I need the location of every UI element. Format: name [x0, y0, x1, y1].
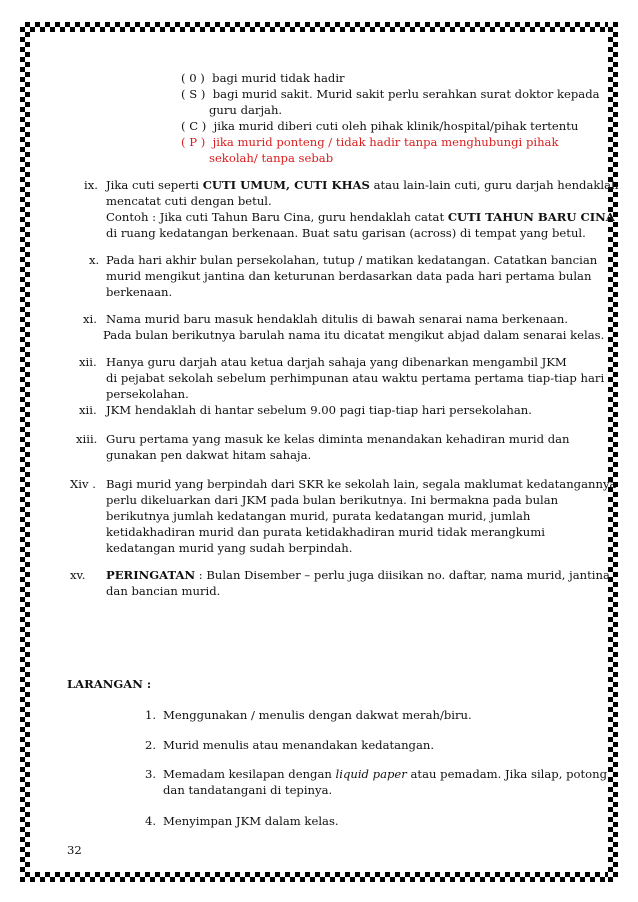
- larangan-item: Menggunakan / menulis dengan dakwat merah/biru.: [163, 708, 472, 722]
- item-number: xii.: [79, 403, 97, 417]
- item-text: PERINGATAN : Bulan Disember – perlu juga diisikan no. daftar, nama murid, jantina: [106, 568, 610, 582]
- checkered-border-bottom: [20, 872, 618, 882]
- item-text: murid mengikut jantina dan keturunan berdasarkan data pada hari pertama bulan: [106, 269, 592, 283]
- item-text: gunakan pen dakwat hitam sahaja.: [106, 448, 312, 462]
- code-p-cont: sekolah/ tanpa sebab: [209, 151, 334, 165]
- code-c: ( C ) jika murid diberi cuti oleh pihak klinik/hospital/pihak tertentu: [181, 119, 579, 133]
- item-text: ketidakhadiran murid dan purata ketidakhadiran murid tidak merangkumi: [106, 525, 545, 539]
- larangan-number: 3.: [145, 767, 157, 781]
- item-number: xiii.: [76, 432, 98, 446]
- item-text: di pejabat sekolah sebelum perhimpunan atau waktu pertama pertama tiap-tiap hari: [106, 371, 605, 385]
- item-text: mencatat cuti dengan betul.: [106, 194, 272, 208]
- item-text: Bagi murid yang berpindah dari SKR ke sekolah lain, segala maklumat kedatangannya: [106, 477, 617, 491]
- item-text: Pada hari akhir bulan persekolahan, tutup / matikan kedatangan. Catatkan bancian: [106, 253, 598, 267]
- item-text: Jika cuti seperti CUTI UMUM, CUTI KHAS atau lain-lain cuti, guru darjah hendaklah: [106, 178, 619, 192]
- checkered-border-left: [20, 22, 30, 882]
- larangan-heading: LARANGAN :: [67, 677, 152, 691]
- checkered-border-top: [20, 22, 618, 32]
- page-number: 32: [67, 843, 82, 857]
- code-s: ( S ) bagi murid sakit. Murid sakit perlu serahkan surat doktor kepada: [181, 87, 600, 101]
- item-number: ix.: [84, 178, 98, 192]
- larangan-number: 2.: [145, 738, 157, 752]
- item-number: xv.: [70, 568, 86, 582]
- code-p: ( P ) jika murid ponteng / tidak hadir tanpa menghubungi pihak: [181, 135, 559, 149]
- larangan-number: 4.: [145, 814, 157, 828]
- item-text: kedatangan murid yang sudah berpindah.: [106, 541, 353, 555]
- item-text: dan bancian murid.: [106, 584, 221, 598]
- item-number: Xiv .: [70, 477, 96, 491]
- item-text: Hanya guru darjah atau ketua darjah sahaja yang dibenarkan mengambil JKM: [106, 355, 567, 369]
- larangan-item: Menyimpan JKM dalam kelas.: [163, 814, 339, 828]
- item-text: berikutnya jumlah kedatangan murid, purata kedatangan murid, jumlah: [106, 509, 531, 523]
- code-s-cont: guru darjah.: [209, 103, 283, 117]
- item-number: xi.: [83, 312, 97, 326]
- item-number: xii.: [79, 355, 97, 369]
- item-text: JKM hendaklah di hantar sebelum 9.00 pagi tiap-tiap hari persekolahan.: [106, 403, 532, 417]
- checkered-border-right: [608, 22, 618, 882]
- item-number: x.: [89, 253, 100, 267]
- code-0: ( 0 ) bagi murid tidak hadir: [181, 71, 345, 85]
- item-text: Nama murid baru masuk hendaklah ditulis di bawah senarai nama berkenaan.: [106, 312, 569, 326]
- item-text: berkenaan.: [106, 285, 173, 299]
- larangan-item: dan tandatangani di tepinya.: [163, 783, 333, 797]
- item-text: Pada bulan berikutnya barulah nama itu dicatat mengikut abjad dalam senarai kelas.: [103, 328, 605, 342]
- item-text: perlu dikeluarkan dari JKM pada bulan berikutnya. Ini bermakna pada bulan: [106, 493, 559, 507]
- item-text: Guru pertama yang masuk ke kelas diminta menandakan kehadiran murid dan: [106, 432, 570, 446]
- item-text: di ruang kedatangan berkenaan. Buat satu garisan (across) di tempat yang betul.: [106, 226, 586, 240]
- item-text: persekolahan.: [106, 387, 189, 401]
- item-text: Contoh : Jika cuti Tahun Baru Cina, guru hendaklah catat CUTI TAHUN BARU CINA: [106, 210, 615, 224]
- larangan-item: Memadam kesilapan dengan liquid paper atau pemadam. Jika silap, potong: [163, 767, 608, 781]
- larangan-number: 1.: [145, 708, 157, 722]
- larangan-item: Murid menulis atau menandakan kedatangan.: [163, 738, 435, 752]
